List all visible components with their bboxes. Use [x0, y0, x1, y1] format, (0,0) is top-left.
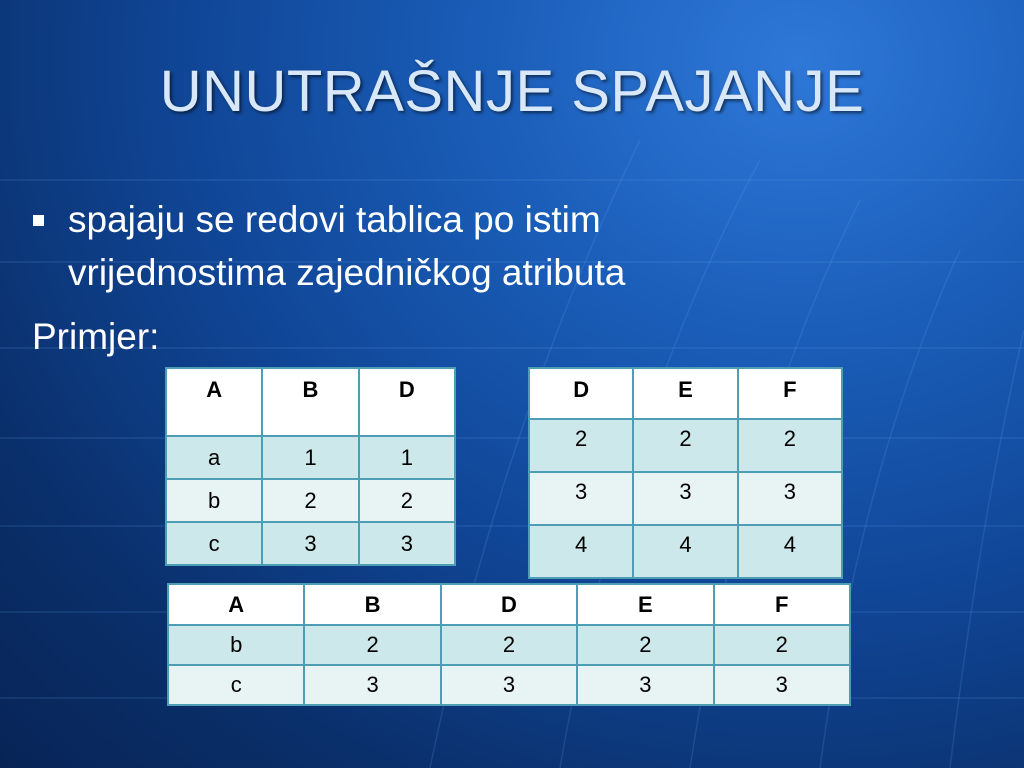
table-cell: 3: [577, 665, 713, 705]
table-cell: 2: [359, 479, 455, 522]
table-cell: 4: [738, 525, 842, 578]
header-cell: E: [577, 584, 713, 625]
table-cell: 1: [359, 436, 455, 479]
table-row: [166, 479, 455, 522]
header-cell: E: [633, 368, 737, 419]
table-row: [168, 665, 850, 705]
table-row: [168, 625, 850, 665]
table-cell: 2: [529, 419, 633, 472]
table-cell: 2: [304, 625, 440, 665]
table-cell: 2: [714, 625, 850, 665]
table-cell: 2: [262, 479, 358, 522]
table-cell: b: [168, 625, 304, 665]
example-label: Primjer:: [32, 316, 160, 357]
table-cell: 4: [529, 525, 633, 578]
slide-title: UNUTRAŠNJE SPAJANJE: [159, 59, 865, 124]
header-cell: D: [441, 584, 577, 625]
header-cell: B: [262, 368, 358, 436]
table-cell: 1: [262, 436, 358, 479]
header-cell: A: [166, 368, 262, 436]
table-cell: 2: [577, 625, 713, 665]
table-cell: 3: [304, 665, 440, 705]
table-header-row: [166, 368, 455, 436]
table-cell: 3: [441, 665, 577, 705]
table-cell: c: [168, 665, 304, 705]
table-row: [166, 522, 455, 565]
table-row: [529, 472, 842, 525]
table-header-row: [529, 368, 842, 419]
table-cell: 3: [262, 522, 358, 565]
table-cell: 3: [714, 665, 850, 705]
header-cell: F: [738, 368, 842, 419]
table-cell: c: [166, 522, 262, 565]
table-cell: 2: [738, 419, 842, 472]
table-cell: 2: [633, 419, 737, 472]
table-cell: 3: [359, 522, 455, 565]
header-cell: B: [304, 584, 440, 625]
bullet-text: spajaju se redovi tablica po istim vrijednostima zajedničkog atributa: [68, 199, 626, 293]
table-cell: 3: [738, 472, 842, 525]
header-cell: D: [529, 368, 633, 419]
table-row: [529, 419, 842, 472]
table-row: [529, 525, 842, 578]
header-cell: F: [714, 584, 850, 625]
table-header-row: [168, 584, 850, 625]
table-cell: 2: [441, 625, 577, 665]
table-cell: a: [166, 436, 262, 479]
table-left: [165, 367, 456, 566]
header-cell: A: [168, 584, 304, 625]
table-cell: 3: [529, 472, 633, 525]
table-cell: b: [166, 479, 262, 522]
table-cell: 4: [633, 525, 737, 578]
table-row: [166, 436, 455, 479]
table-right: [528, 367, 843, 579]
bullet-marker-icon: [33, 215, 44, 226]
table-cell: 3: [633, 472, 737, 525]
result-table: [167, 583, 851, 706]
header-cell: D: [359, 368, 455, 436]
